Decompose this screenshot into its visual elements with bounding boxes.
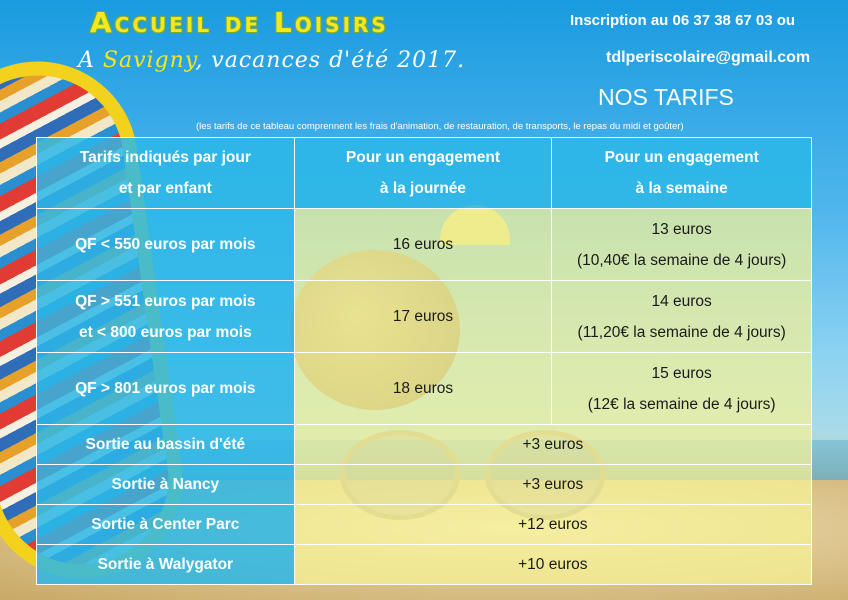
contact-phone: Inscription au 06 37 38 67 03 ou [570,12,796,29]
page-title: Accueil de Loisirs [90,6,389,39]
header-cell-tariff: Tarifs indiqués par jour et par enfant [37,138,295,209]
table-row-qf-1 [37,209,812,281]
contact-email[interactable]: tdlperiscolaire@gmail.com [606,49,811,66]
qf-label: QF > 801 euros par mois [37,353,295,425]
table-row-outing [37,545,812,585]
section-title: NOS TARIFS [598,84,734,110]
page-subtitle [78,48,465,73]
outing-label: Sortie au bassin d'été [37,425,295,465]
day-price: 18 euros [294,353,552,425]
table-row-qf-3 [37,353,812,425]
outing-price: +12 euros [294,505,811,545]
outing-price: +10 euros [294,545,811,585]
week-price: 14 euros (11,20€ la semaine de 4 jours) [552,281,812,353]
day-price: 17 euros [294,281,552,353]
qf-label: QF > 551 euros par mois et < 800 euros par mois [37,281,295,353]
day-price: 16 euros [294,209,552,281]
table-row-outing [37,425,812,465]
tariff-note: (les tarifs de ce tableau comprennent les frais d'animation, de restauration, de transports, le repas du midi et goûter) [196,121,684,132]
header-cell-day: Pour un engagement à la journée [294,138,552,209]
table-row-qf-2 [37,281,812,353]
header-cell-week: Pour un engagement à la semaine [552,138,812,209]
outing-price: +3 euros [294,425,811,465]
table-row-outing [37,465,812,505]
outing-price: +3 euros [294,465,811,505]
qf-label: QF < 550 euros par mois [37,209,295,281]
outing-label: Sortie à Nancy [37,465,295,505]
table-row-outing [37,505,812,545]
subtitle-prefix: A [78,48,103,73]
outing-label: Sortie à Walygator [37,545,295,585]
tariff-table [36,137,812,585]
subtitle-town: Savigny [102,48,196,73]
table-header-row [37,138,812,209]
outing-label: Sortie à Center Parc [37,505,295,545]
subtitle-suffix: , vacances d'été 2017. [195,48,466,73]
week-price: 15 euros (12€ la semaine de 4 jours) [552,353,812,425]
week-price: 13 euros (10,40€ la semaine de 4 jours) [552,209,812,281]
